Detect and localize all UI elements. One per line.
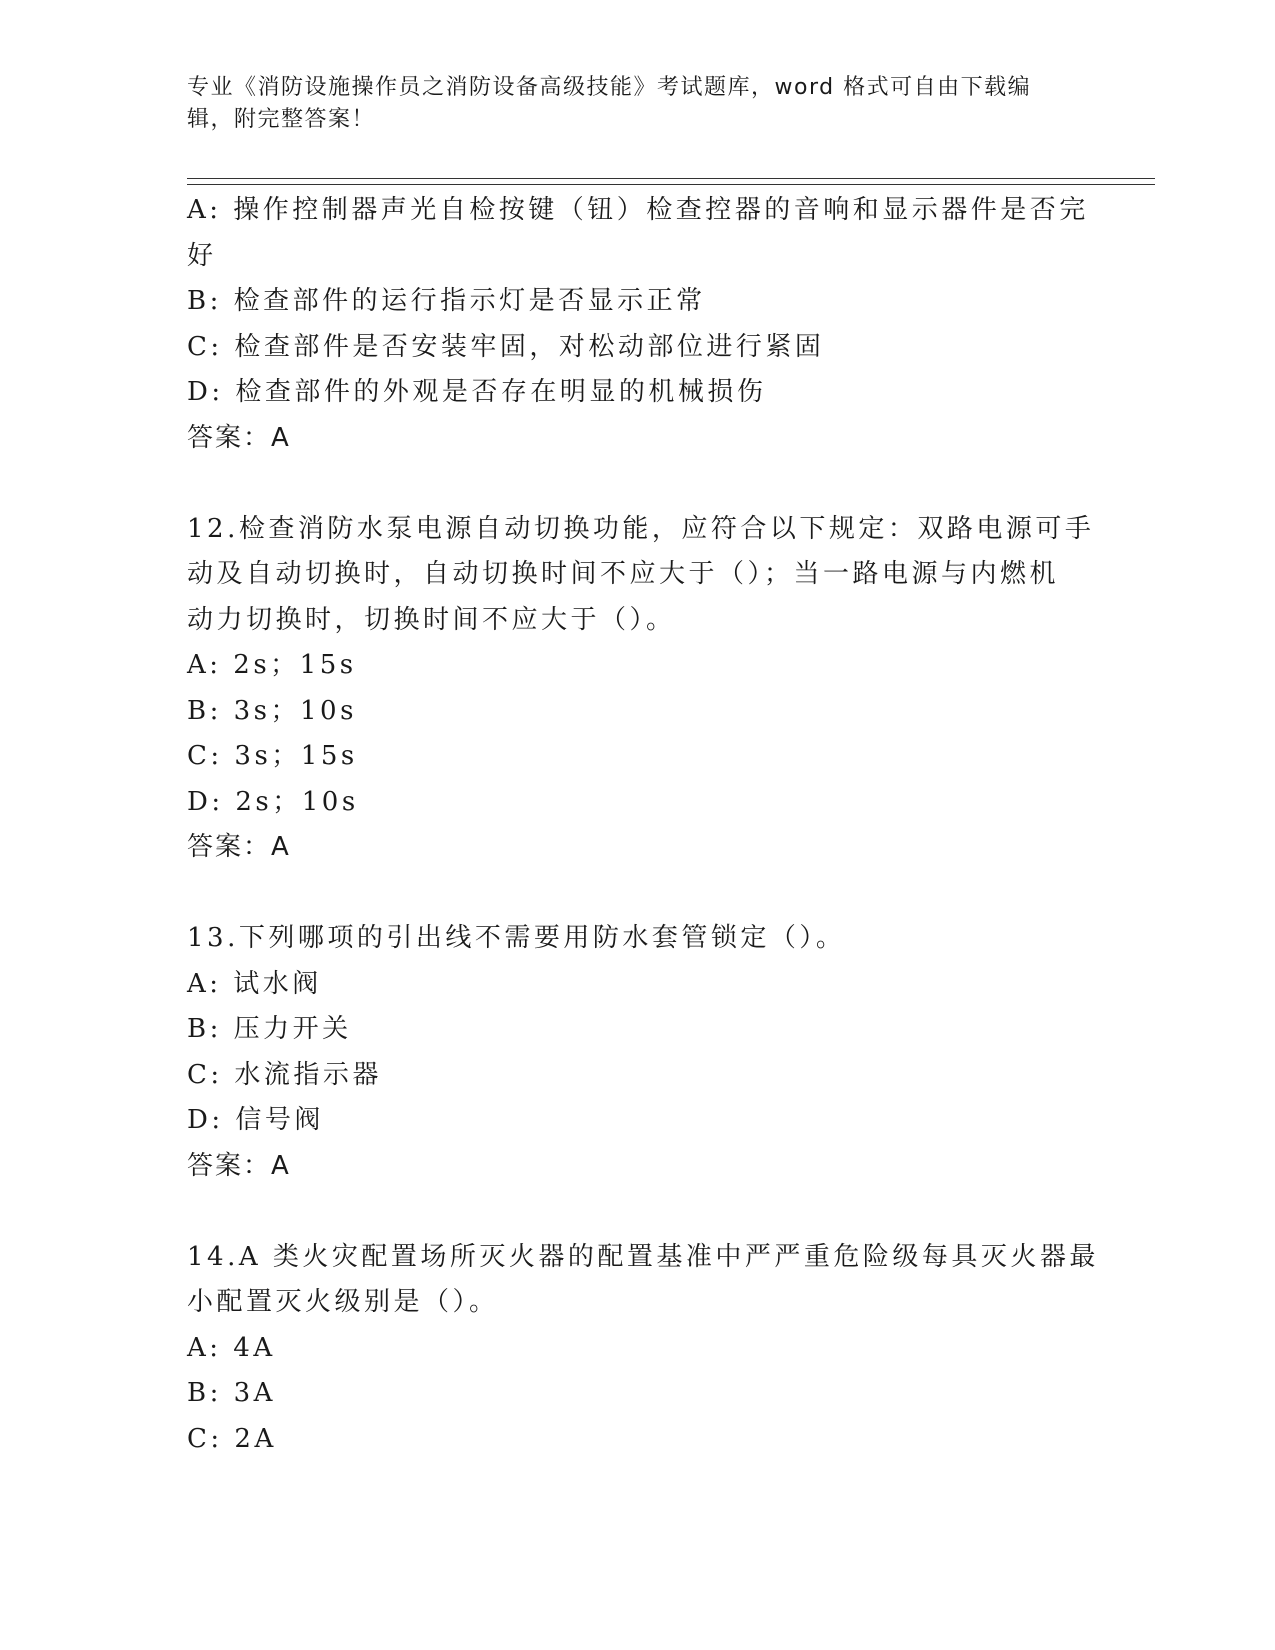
option-a: A: 2s；15s [187, 650, 357, 680]
option-a: A: 试水阀 [187, 968, 322, 999]
option-b: B: 3A [187, 1378, 276, 1408]
header-line-2: 辑，附完整答案！ [187, 107, 376, 132]
question-list [187, 188, 1099, 1462]
option-c: C: 2A [187, 1423, 277, 1454]
option-d: D: 信号阀 [187, 1105, 324, 1135]
question-11-tail [187, 188, 1087, 461]
question-stem-line-1: 13.下列哪项的引出线不需要用防水套管锁定（）。 [187, 923, 846, 953]
header-divider-top [187, 178, 1155, 179]
option-d: D: 检查部件的外观是否存在明显的机械损伤 [187, 377, 767, 407]
option-a-line-1: A: 操作控制器声光自检按键（钮）检查控器的音响和显示器件是否完 [187, 195, 1089, 225]
question-stem-line-2: 小配置灭火级别是（）。 [187, 1287, 499, 1317]
option-a-line-2: 好 [187, 240, 217, 271]
answer: 答案：A [187, 832, 291, 862]
option-b: B: 3s；10s [187, 695, 357, 726]
option-c: C: 3s；15s [187, 741, 358, 771]
option-c: C: 检查部件是否安装牢固，对松动部位进行紧固 [187, 331, 825, 362]
option-a: A: 4A [187, 1332, 276, 1363]
answer: 答案：A [187, 1150, 291, 1181]
question-stem-line-2: 动及自动切换时，自动切换时间不应大于（）；当一路电源与内燃机 [187, 559, 1060, 589]
question-stem-line-1: 14.A 类火灾配置场所灭火器的配置基准中严严重危险级每具灭火器最 [187, 1241, 1099, 1272]
answer: 答案：A [187, 422, 291, 453]
spacer [187, 1189, 1087, 1235]
question-stem-line-1: 12.检查消防水泵电源自动切换功能，应符合以下规定：双路电源可手 [187, 513, 1095, 544]
question-stem-line-3: 动力切换时，切换时间不应大于（）。 [187, 604, 676, 635]
question-14 [187, 1235, 1099, 1463]
option-b: B: 压力开关 [187, 1014, 352, 1044]
spacer [187, 461, 1087, 507]
option-b: B: 检查部件的运行指示灯是否显示正常 [187, 286, 706, 316]
spacer [187, 871, 1087, 917]
document-header [187, 72, 1067, 136]
header-divider-bottom [187, 184, 1155, 185]
option-d: D: 2s；10s [187, 786, 359, 817]
header-line-1: 专业《消防设施操作员之消防设备高级技能》考试题库，word 格式可自由下载编 [187, 75, 1032, 100]
question-13 [187, 916, 1087, 1189]
question-12 [187, 507, 1095, 871]
option-c: C: 水流指示器 [187, 1059, 382, 1090]
